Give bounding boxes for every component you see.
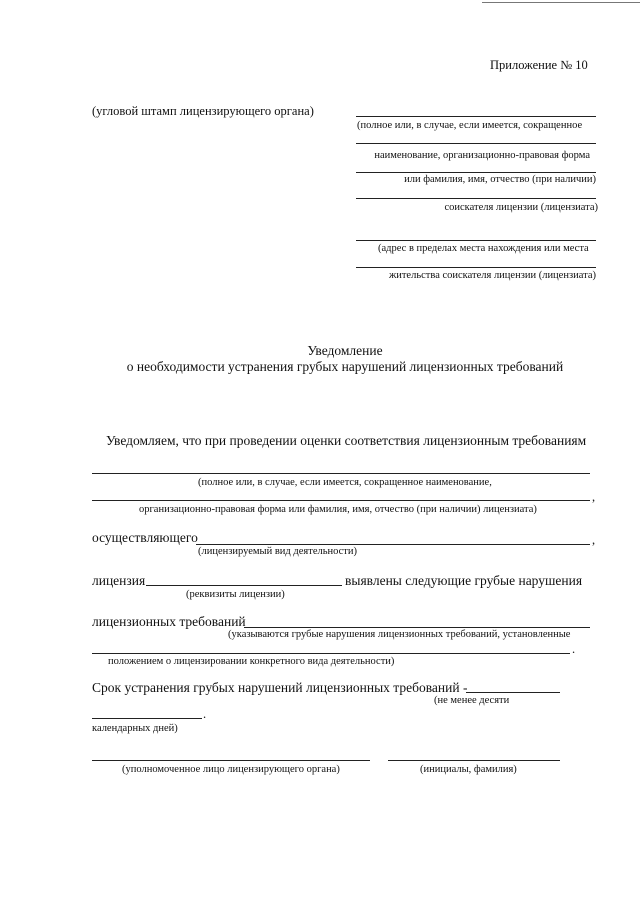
deadline-line (466, 692, 560, 693)
addressee-hint-4: соискателя лицензии (лицензиата) (444, 202, 598, 213)
carrying-out-label: осуществляющего (92, 530, 198, 545)
violations-line-2 (92, 653, 570, 654)
activity-hint: (лицензируемый вид деятельности) (198, 546, 357, 557)
period-1: . (572, 642, 576, 656)
license-details-hint: (реквизиты лицензии) (186, 589, 285, 600)
licensee-name-hint-2: организационно-правовая форма или фамилия, имя, отчество (при наличии) лицензиата) (139, 504, 537, 515)
addressee-line-6 (356, 267, 596, 268)
violations-found-text: выявлены следующие грубые нарушения (345, 573, 583, 588)
addressee-line-1 (356, 116, 596, 117)
addressee-line-3 (356, 172, 596, 173)
period-2: . (203, 707, 207, 721)
comma-2: , (592, 533, 596, 547)
licensee-name-line-2 (92, 500, 590, 501)
deadline-label: Срок устранения грубых нарушений лицензионных требований - (92, 680, 468, 695)
violations-line-1 (244, 627, 590, 628)
addressee-hint-1: (полное или, в случае, если имеется, сокращенное (357, 120, 583, 131)
regulation-hint: положением о лицензировании конкретного вида деятельности) (108, 656, 395, 667)
notice-subtitle: о необходимости устранения грубых нарушений лицензионных требований (126, 359, 564, 374)
corner-stamp-label: (угловой штамп лицензирующего органа) (92, 104, 314, 118)
top-edge-line (482, 2, 640, 3)
activity-line (196, 544, 590, 545)
name-hint: (инициалы, фамилия) (420, 764, 517, 775)
addressee-hint-3: или фамилия, имя, отчество (при наличии) (404, 174, 596, 185)
official-signature-line (92, 760, 370, 761)
addressee-hint-6: жительства соискателя лицензии (лицензиата) (388, 270, 596, 281)
violations-hint: (указываются грубые нарушения лицензионных требований, установленные (228, 629, 571, 640)
notice-title: Уведомление (307, 343, 383, 358)
comma-1: , (592, 490, 596, 504)
license-details-line (146, 585, 342, 586)
appendix-label: Приложение № 10 (490, 58, 588, 72)
addressee-hint-2: наименование, организационно-правовая форма (374, 150, 590, 161)
addressee-hint-5: (адрес в пределах места нахождения или места (378, 243, 589, 254)
licensee-name-hint-1: (полное или, в случае, если имеется, сокращенное наименование, (198, 477, 492, 488)
days-line (92, 718, 202, 719)
deadline-min-hint: (не менее десяти (434, 695, 510, 706)
addressee-line-5 (356, 240, 596, 241)
addressee-line-2 (356, 143, 596, 144)
official-hint: (уполномоченное лицо лицензирующего органа) (122, 764, 340, 775)
addressee-line-4 (356, 198, 596, 199)
requirements-label: лицензионных требований (92, 614, 246, 629)
intro-text: Уведомляем, что при проведении оценки соответствия лицензионным требованиям (106, 433, 587, 448)
licensee-name-line-1 (92, 473, 590, 474)
license-label: лицензия (92, 573, 146, 588)
calendar-days-hint: календарных дней) (92, 723, 178, 734)
name-signature-line (388, 760, 560, 761)
